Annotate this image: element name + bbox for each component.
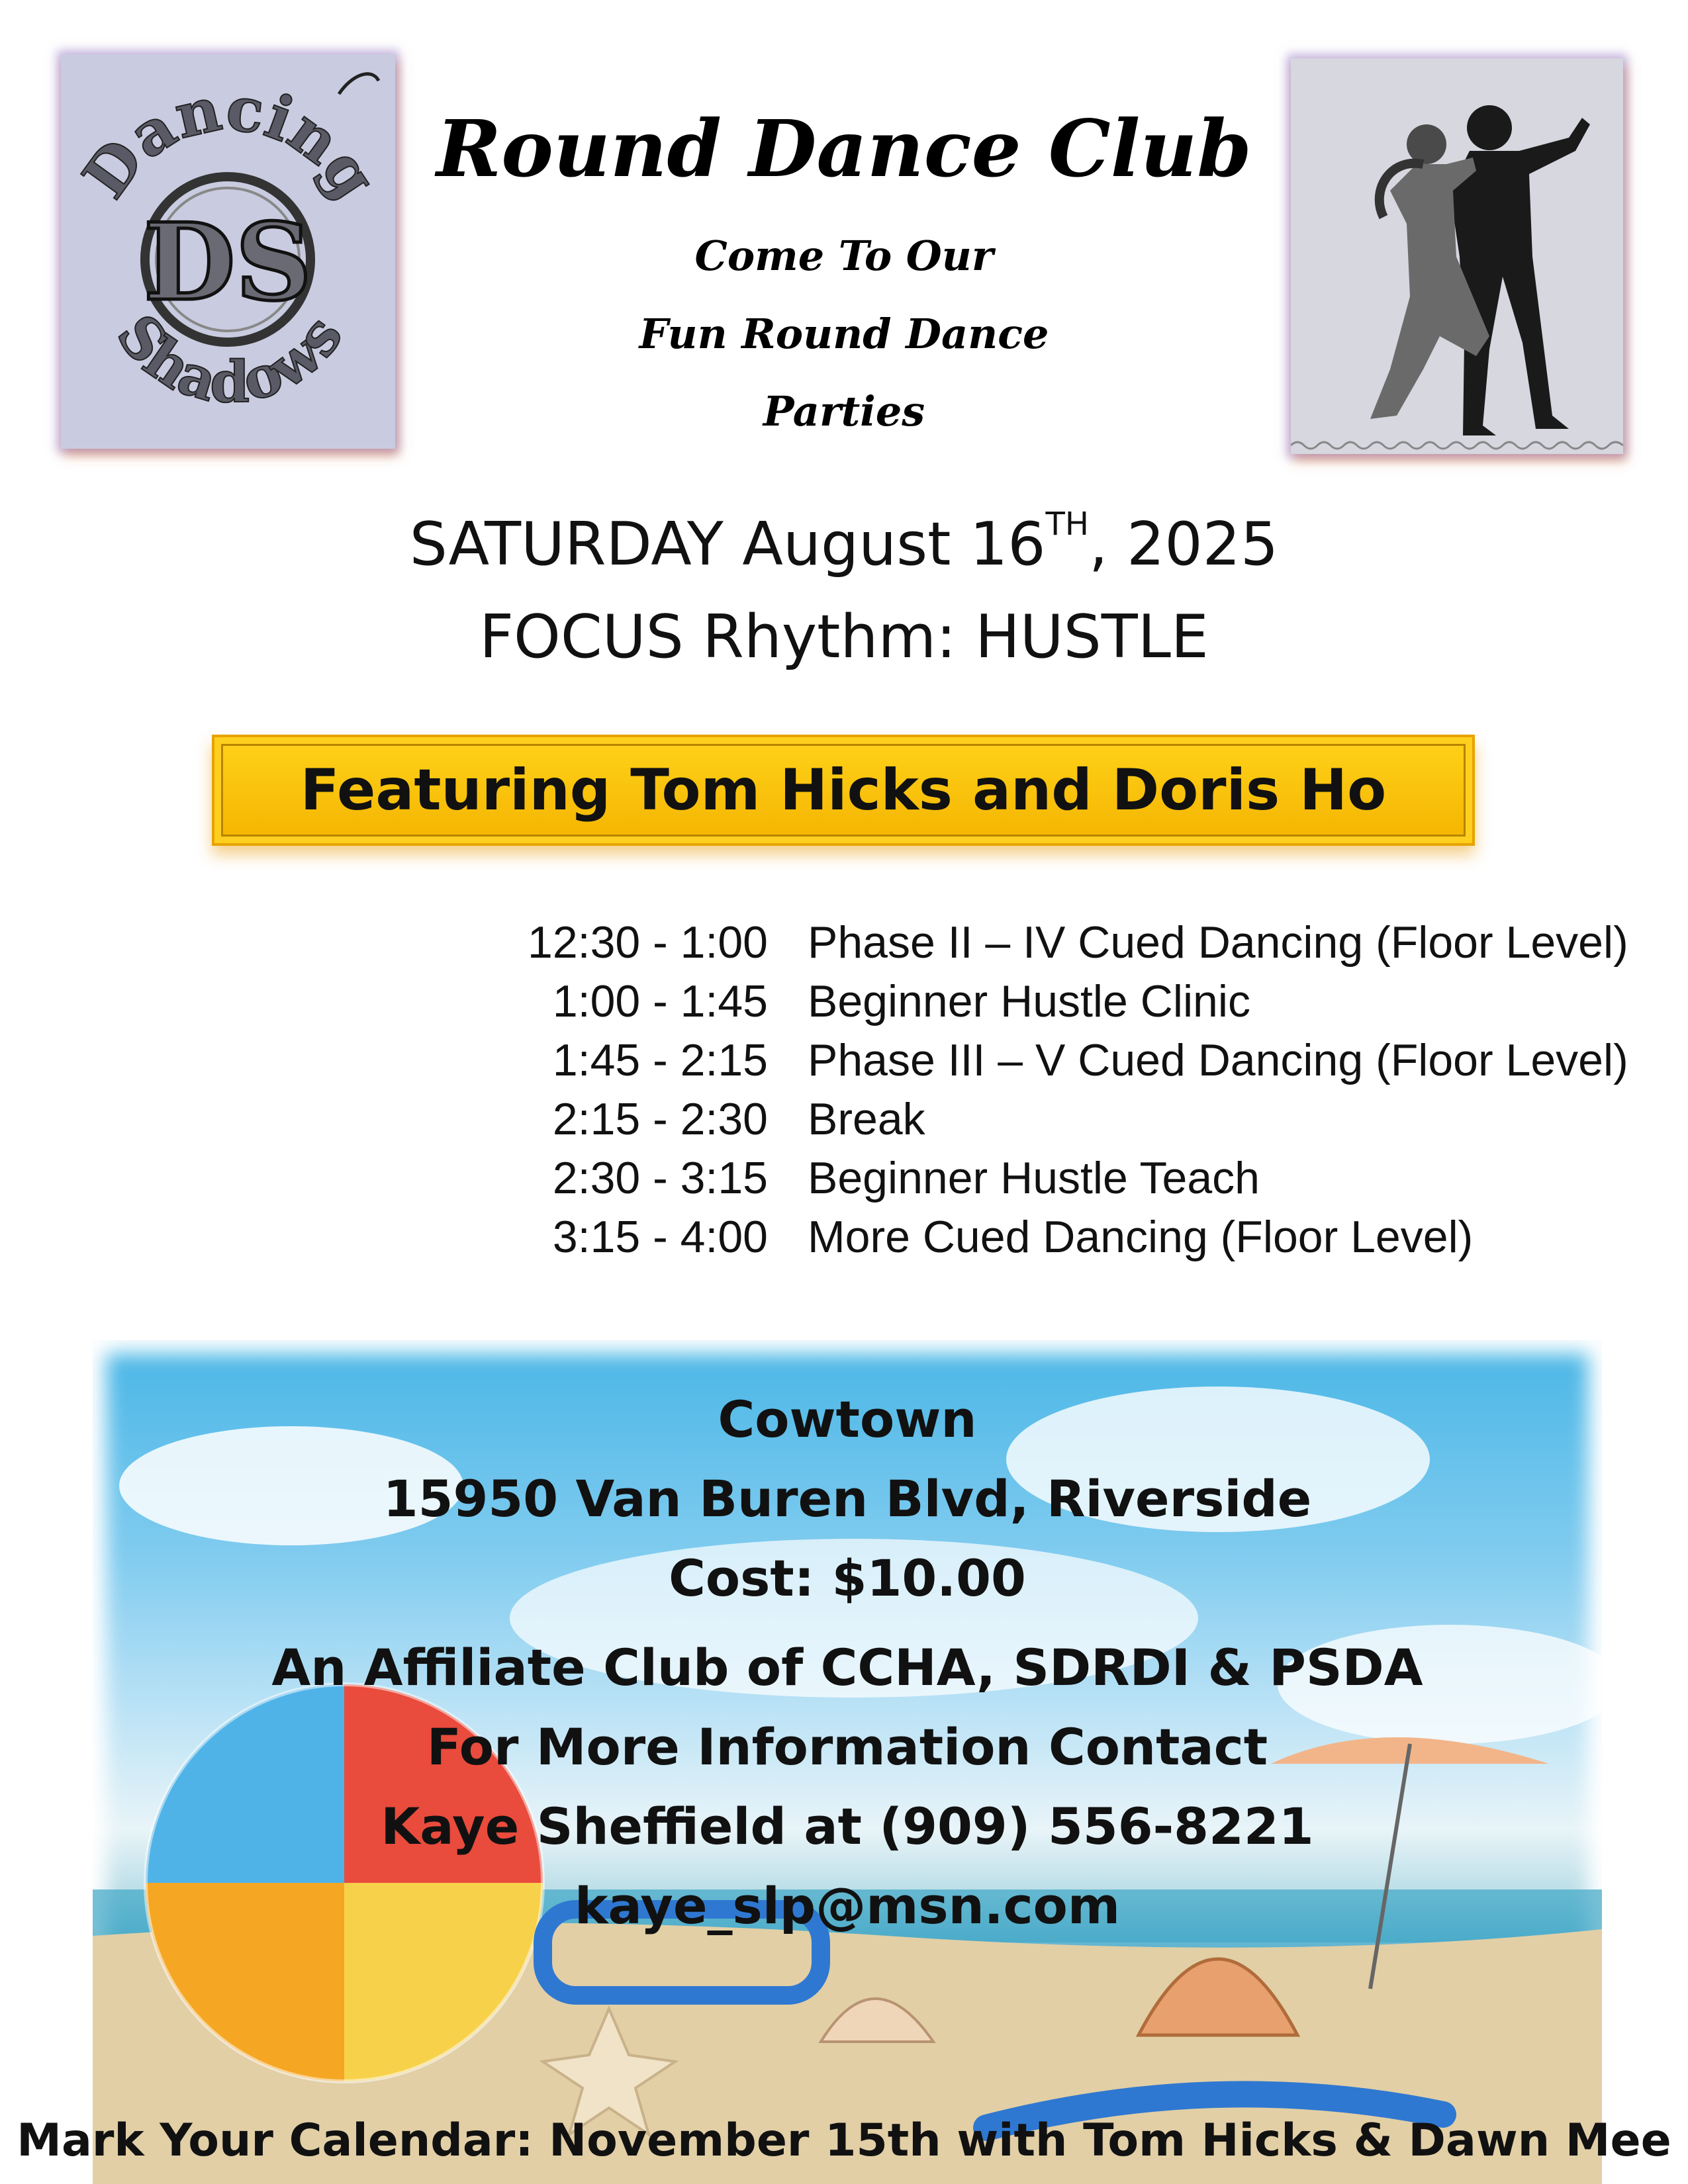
- schedule-row: [238, 1211, 1496, 1270]
- subtitle-line-3: Parties: [763, 387, 925, 435]
- logo-bottom-text: Shadows: [103, 302, 356, 416]
- schedule-row: [238, 1152, 1496, 1211]
- schedule-activity: Beginner Hustle Teach: [808, 1153, 1260, 1203]
- schedule-time: 2:15 - 2:30: [552, 1094, 768, 1144]
- beach-background-image: [93, 1340, 1602, 2184]
- logo-monogram: DS: [143, 200, 312, 324]
- schedule-activity: Break: [808, 1094, 925, 1144]
- contact-email[interactable]: kaye_slp@msn.com: [574, 1876, 1121, 1935]
- calendar-footer: Mark Your Calendar: November 15th with Tom Hicks & Dawn Mee: [17, 2115, 1671, 2167]
- schedule-activity: Phase II – IV Cued Dancing (Floor Level): [808, 917, 1628, 968]
- schedule-activity: Phase III – V Cued Dancing (Floor Level): [808, 1035, 1628, 1085]
- schedule-row: [238, 917, 1628, 976]
- contact-intro: For More Information Contact: [426, 1717, 1268, 1776]
- venue-address: 15950 Van Buren Blvd, Riverside: [383, 1469, 1312, 1528]
- subtitle-line-2: Fun Round Dance: [639, 310, 1049, 358]
- schedule-time: 1:00 - 1:45: [552, 976, 768, 1026]
- event-cost: Cost: $10.00: [669, 1549, 1026, 1608]
- schedule: [238, 917, 1628, 1270]
- venue-name: Cowtown: [718, 1390, 977, 1449]
- contact-phone: Kaye Sheffield at (909) 556-8221: [381, 1797, 1314, 1856]
- subtitle-line-1: Come To Our: [694, 232, 994, 280]
- featuring-banner: [212, 735, 1475, 846]
- schedule-time: 1:45 - 2:15: [552, 1035, 768, 1085]
- event-date-year: , 2025: [1088, 510, 1279, 579]
- schedule-time: 3:15 - 4:00: [552, 1212, 768, 1262]
- schedule-time: 12:30 - 1:00: [528, 917, 768, 968]
- schedule-time: 2:30 - 3:15: [552, 1153, 768, 1203]
- event-date-main: SATURDAY August 16: [409, 510, 1046, 579]
- affiliate-clubs: An Affiliate Club of CCHA, SDRDI & PSDA: [271, 1638, 1423, 1697]
- featuring-text: Featuring Tom Hicks and Doris Ho: [300, 757, 1387, 823]
- event-date: [0, 506, 1688, 579]
- schedule-row: [238, 1093, 1496, 1152]
- schedule-row: [238, 976, 1496, 1034]
- club-title: Round Dance Club: [436, 103, 1252, 195]
- event-date-ordinal: TH: [1045, 506, 1089, 543]
- focus-rhythm: FOCUS Rhythm: HUSTLE: [479, 602, 1209, 672]
- schedule-activity: Beginner Hustle Clinic: [808, 976, 1250, 1026]
- schedule-row: [238, 1034, 1628, 1093]
- logo-top-text: Dancing: [69, 72, 391, 211]
- schedule-activity: More Cued Dancing (Floor Level): [808, 1212, 1474, 1262]
